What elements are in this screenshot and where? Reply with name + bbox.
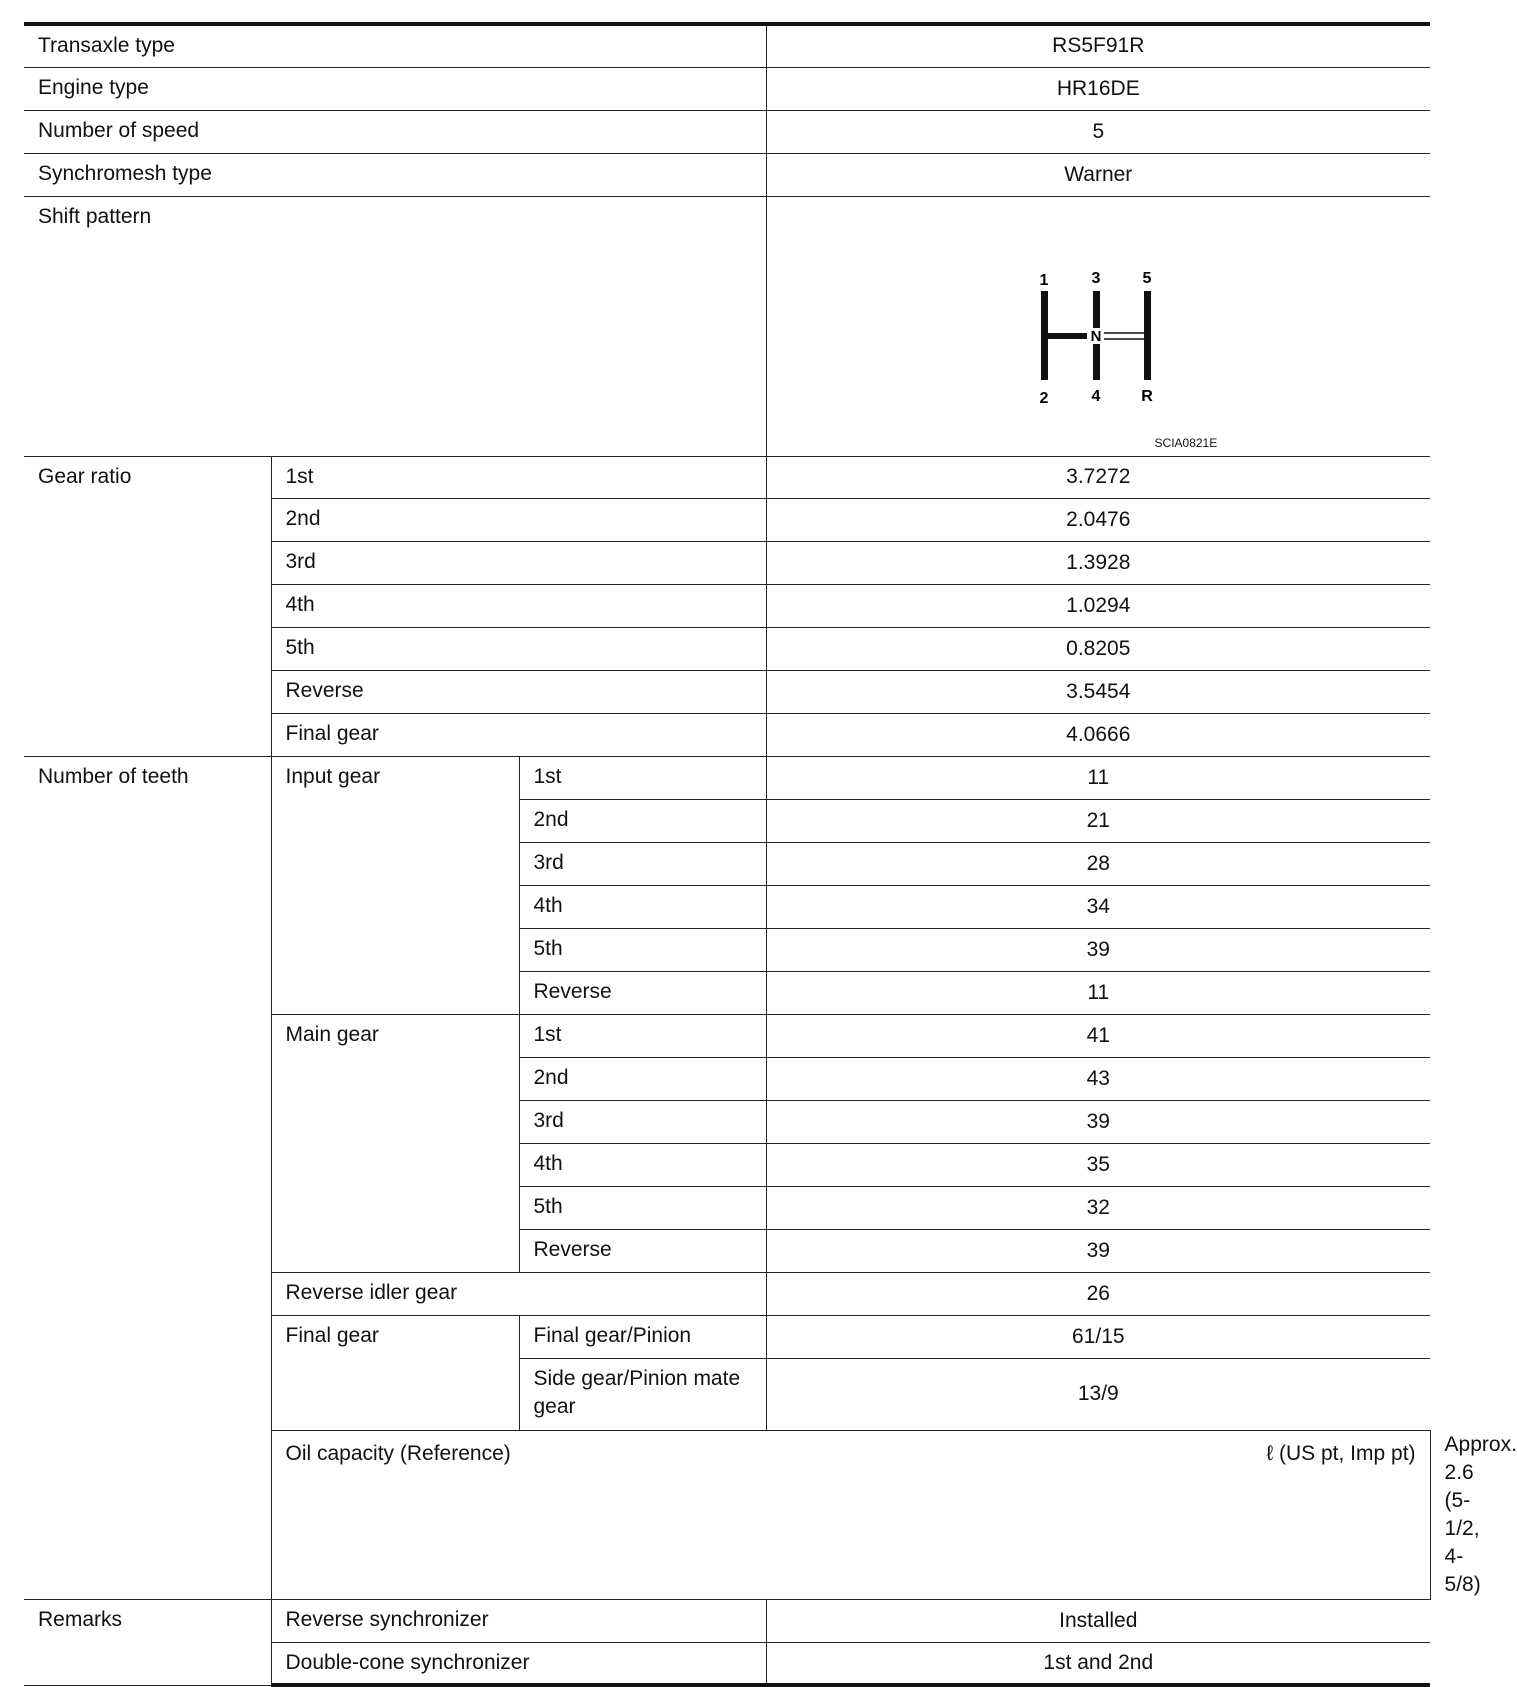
gear-ratio-item-value: 2.0476: [766, 498, 1430, 541]
shift-pattern-label: Shift pattern: [24, 196, 766, 456]
oil-capacity-label: Oil capacity (Reference): [285, 1441, 511, 1465]
shift-label-5: 5: [1142, 269, 1151, 287]
main-gear-item-value: 43: [766, 1057, 1430, 1100]
input-gear-label: Input gear: [271, 756, 519, 1014]
shift-label-3: 3: [1091, 269, 1100, 287]
input-gear-item-label: 5th: [519, 928, 766, 971]
gear-ratio-item-value: 1.0294: [766, 584, 1430, 627]
row-remarks-reverse-synchronizer: [24, 1599, 1430, 1642]
number-of-speed-value: 5: [766, 110, 1430, 153]
main-gear-item-value: 35: [766, 1143, 1430, 1186]
main-gear-item-label: 3rd: [519, 1100, 766, 1143]
gear-ratio-item-value: 3.7272: [766, 456, 1430, 498]
gear-ratio-item-value: 3.5454: [766, 670, 1430, 713]
number-of-speed-label: Number of speed: [24, 110, 766, 153]
input-gear-item-value: 34: [766, 885, 1430, 928]
remarks-item-label: Reverse synchronizer: [271, 1599, 766, 1642]
main-gear-item-value: 32: [766, 1186, 1430, 1229]
remarks-label: Remarks: [24, 1599, 271, 1685]
input-gear-item-label: 3rd: [519, 842, 766, 885]
oil-capacity-unit: ℓ (US pt, Imp pt): [1266, 1441, 1416, 1465]
synchromesh-type-label: Synchromesh type: [24, 153, 766, 196]
engine-type-value: HR16DE: [766, 67, 1430, 110]
main-gear-label: Main gear: [271, 1014, 519, 1272]
input-gear-item-value: 11: [766, 756, 1430, 799]
oil-capacity-cell: [271, 1430, 1430, 1599]
synchromesh-type-value: Warner: [766, 153, 1430, 196]
main-gear-item-label: 1st: [519, 1014, 766, 1057]
input-gear-item-value: 39: [766, 928, 1430, 971]
shift-label-r: R: [1140, 387, 1153, 405]
remarks-item-value: Installed: [766, 1599, 1430, 1642]
reverse-idler-gear-value: 26: [766, 1272, 1430, 1315]
gear-ratio-item-value: 0.8205: [766, 627, 1430, 670]
specifications-table: [24, 22, 1517, 1687]
gear-ratio-item-label: 3rd: [271, 541, 766, 584]
transaxle-type-value: RS5F91R: [766, 24, 1430, 67]
gear-ratio-item-label: 4th: [271, 584, 766, 627]
gear-ratio-item-label: Reverse: [271, 670, 766, 713]
input-gear-item-label: 4th: [519, 885, 766, 928]
gear-ratio-item-label: 1st: [271, 456, 766, 498]
row-synchromesh-type: [24, 153, 1430, 196]
row-input-gear-1st: [24, 756, 1430, 799]
row-number-of-speed: [24, 110, 1430, 153]
shift-label-4: 4: [1091, 387, 1100, 405]
input-gear-item-label: 1st: [519, 756, 766, 799]
engine-type-label: Engine type: [24, 67, 766, 110]
gear-ratio-item-value: 4.0666: [766, 713, 1430, 756]
main-gear-item-value: 39: [766, 1229, 1430, 1272]
input-gear-item-label: Reverse: [519, 971, 766, 1014]
main-gear-item-label: 2nd: [519, 1057, 766, 1100]
row-engine-type: [24, 67, 1430, 110]
input-gear-item-value: 11: [766, 971, 1430, 1014]
main-gear-item-label: 4th: [519, 1143, 766, 1186]
final-gear-label: Final gear: [271, 1315, 519, 1430]
number-of-teeth-label: Number of teeth: [24, 756, 271, 1599]
row-shift-pattern: [24, 196, 1430, 456]
gear-ratio-label: Gear ratio: [24, 456, 271, 756]
shift-gate-right: [1144, 291, 1151, 380]
shift-label-2: 2: [1039, 389, 1048, 407]
gear-ratio-item-label: Final gear: [271, 713, 766, 756]
row-gear-ratio-1st: [24, 456, 1430, 498]
main-gear-item-label: Reverse: [519, 1229, 766, 1272]
final-gear-item-label: Final gear/Pinion: [519, 1315, 766, 1358]
input-gear-item-value: 28: [766, 842, 1430, 885]
row-oil-capacity: Oil capacity (Reference) ℓ (US pt, Imp pt) Approx. 2.6 (5-1/2, 4-5/8): [24, 1430, 1430, 1599]
remarks-item-value: 1st and 2nd: [766, 1642, 1430, 1685]
gear-ratio-item-label: 5th: [271, 627, 766, 670]
shift-pattern-cell: [766, 196, 1430, 456]
shift-pattern-diagram: [1027, 267, 1167, 417]
main-gear-item-label: 5th: [519, 1186, 766, 1229]
input-gear-item-label: 2nd: [519, 799, 766, 842]
main-gear-item-value: 39: [766, 1100, 1430, 1143]
shift-label-1: 1: [1039, 271, 1048, 289]
final-gear-item-label: Side gear/Pinion mate gear: [519, 1358, 766, 1430]
shift-label-neutral: N: [1090, 327, 1101, 345]
input-gear-item-value: 21: [766, 799, 1430, 842]
main-gear-item-value: 41: [766, 1014, 1430, 1057]
figure-code: SCIA0821E: [1154, 435, 1218, 450]
transaxle-type-label: Transaxle type: [24, 24, 766, 67]
final-gear-item-value: 61/15: [766, 1315, 1430, 1358]
remarks-item-label: Double-cone synchronizer: [271, 1642, 766, 1685]
final-gear-item-value: 13/9: [766, 1358, 1430, 1430]
gear-ratio-item-value: 1.3928: [766, 541, 1430, 584]
reverse-idler-gear-label: Reverse idler gear: [271, 1272, 766, 1315]
gear-ratio-item-label: 2nd: [271, 498, 766, 541]
shift-crossbar-left: [1047, 333, 1087, 339]
shift-gate-left: [1041, 291, 1048, 380]
row-transaxle-type: [24, 24, 1430, 67]
